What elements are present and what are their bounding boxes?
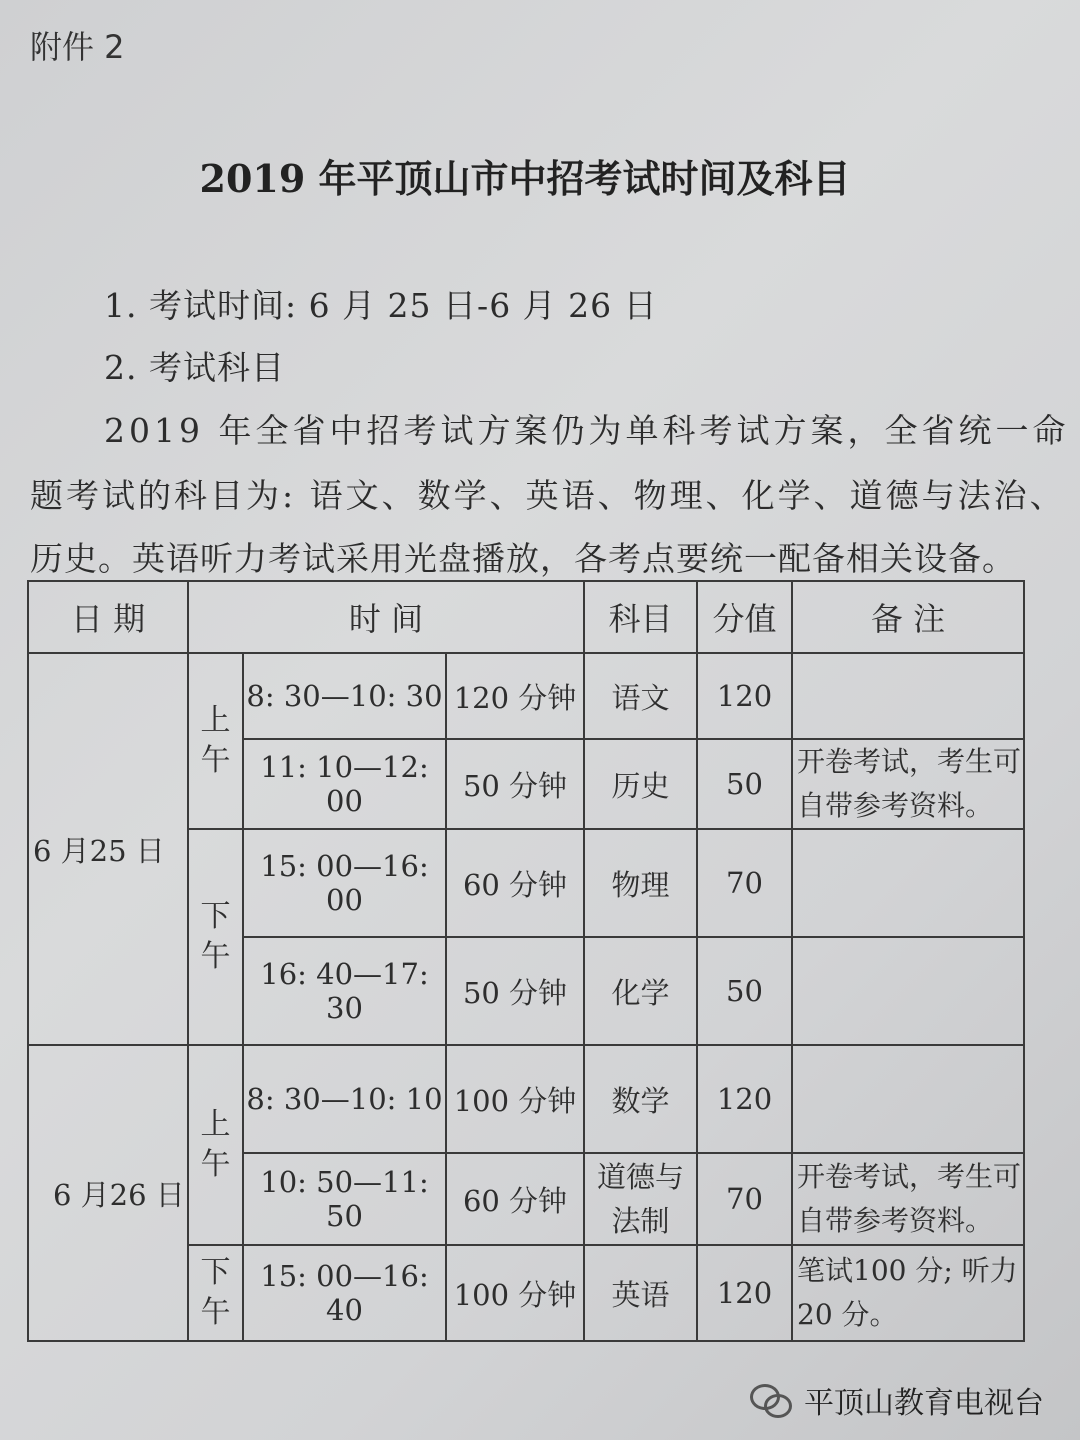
footer-text: 平顶山教育电视台 — [804, 1386, 1044, 1421]
date-cell: 6 月26 日 — [28, 1045, 188, 1341]
subject-cell: 语文 — [584, 653, 697, 739]
duration-cell: 50 分钟 — [446, 937, 584, 1045]
time-cell: 8: 30—10: 30 — [243, 653, 446, 739]
score-cell: 50 — [697, 937, 792, 1045]
score-cell: 120 — [697, 1045, 792, 1153]
time-cell: 11: 10—12: 00 — [243, 739, 446, 829]
time-cell: 15: 00—16: 40 — [243, 1245, 446, 1341]
subject-cell: 英语 — [584, 1245, 697, 1341]
duration-cell: 100 分钟 — [446, 1045, 584, 1153]
period-cell: 上午 — [188, 1045, 243, 1245]
subject-cell: 化学 — [584, 937, 697, 1045]
footer-watermark — [750, 1378, 1044, 1422]
note-cell — [792, 1045, 1024, 1153]
date-cell: 6 月25 日 — [28, 653, 188, 1045]
header-subject: 科目 — [584, 581, 697, 653]
duration-cell: 60 分钟 — [446, 1153, 584, 1245]
table-header-row — [28, 581, 1024, 653]
paragraph-line-2: 题考试的科目为: 语文、数学、英语、物理、化学、道德与法治、 — [30, 476, 1066, 515]
duration-cell: 50 分钟 — [446, 739, 584, 829]
exam-schedule-table — [27, 580, 1025, 1342]
duration-cell: 100 分钟 — [446, 1245, 584, 1341]
period-cell: 下午 — [188, 829, 243, 1045]
time-cell: 15: 00—16: 00 — [243, 829, 446, 937]
subject-cell: 数学 — [584, 1045, 697, 1153]
note-cell — [792, 653, 1024, 739]
subject-cell: 道德与法制 — [584, 1153, 697, 1245]
note-cell — [792, 937, 1024, 1045]
score-cell: 70 — [697, 1153, 792, 1245]
time-cell: 16: 40—17: 30 — [243, 937, 446, 1045]
wechat-icon — [750, 1384, 794, 1416]
duration-cell: 120 分钟 — [446, 653, 584, 739]
time-cell: 10: 50—11: 50 — [243, 1153, 446, 1245]
table-row — [28, 1045, 1024, 1153]
subject-cell: 物理 — [584, 829, 697, 937]
note-cell: 笔试100 分; 听力 20 分。 — [792, 1245, 1024, 1341]
note-cell: 开卷考试，考生可自带参考资料。 — [792, 739, 1024, 829]
score-cell: 70 — [697, 829, 792, 937]
score-cell: 120 — [697, 1245, 792, 1341]
paragraph-line-1: 2019 年全省中招考试方案仍为单科考试方案，全省统一命 — [104, 411, 1070, 450]
exam-time-item: 1. 考试时间: 6 月 25 日-6 月 26 日 — [104, 286, 658, 325]
score-cell: 50 — [697, 739, 792, 829]
period-cell: 上午 — [188, 653, 243, 829]
note-cell: 开卷考试，考生可自带参考资料。 — [792, 1153, 1024, 1245]
subject-cell: 历史 — [584, 739, 697, 829]
paragraph-line-3: 历史。英语听力考试采用光盘播放，各考点要统一配备相关设备。 — [30, 539, 1016, 578]
time-cell: 8: 30—10: 10 — [243, 1045, 446, 1153]
attachment-label: 附件 2 — [30, 28, 125, 66]
note-cell — [792, 829, 1024, 937]
header-date: 日 期 — [28, 581, 188, 653]
period-cell: 下午 — [188, 1245, 243, 1341]
page-title: 2019 年平顶山市中招考试时间及科目 — [199, 156, 851, 201]
header-score: 分值 — [697, 581, 792, 653]
header-note: 备 注 — [792, 581, 1024, 653]
table-row — [28, 653, 1024, 739]
score-cell: 120 — [697, 653, 792, 739]
exam-subject-item: 2. 考试科目 — [104, 348, 285, 387]
duration-cell: 60 分钟 — [446, 829, 584, 937]
header-time: 时 间 — [188, 581, 584, 653]
